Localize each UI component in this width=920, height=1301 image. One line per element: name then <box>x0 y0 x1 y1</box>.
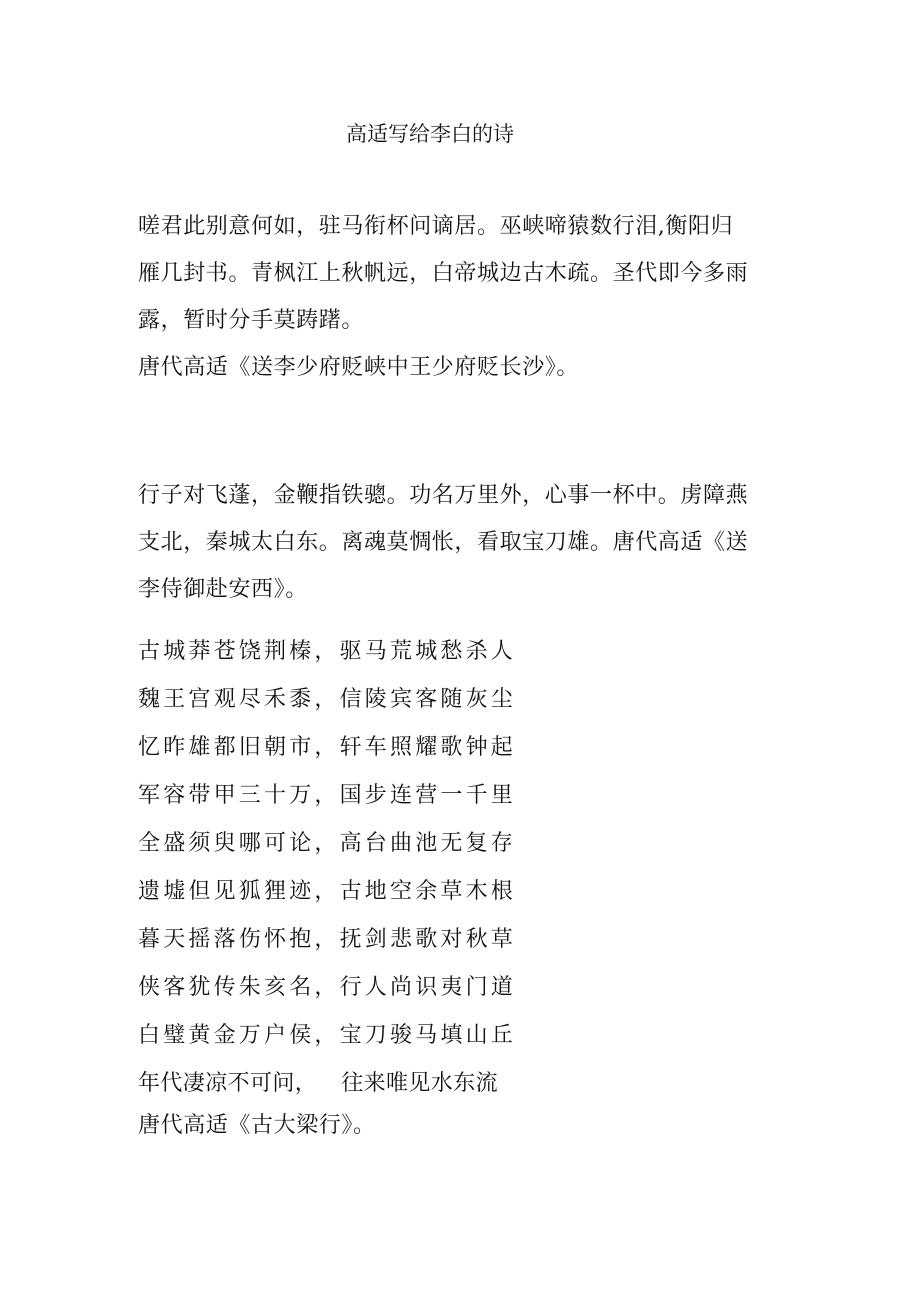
verse-first-half: 古城莽苍饶荆榛， <box>138 639 340 664</box>
poem-verse <box>138 676 738 724</box>
poem-section-3 <box>138 628 738 1146</box>
verse-first-half: 军容带甲三十万， <box>138 783 340 808</box>
verse-second-half: 古地空余草木根 <box>339 879 517 904</box>
poem-verse <box>138 868 738 916</box>
poem-verse <box>138 1060 738 1106</box>
text-line: 露，暂时分手莫踌躇。 <box>138 308 365 333</box>
verse-second-half: 行人尚识夷门道 <box>339 975 517 1000</box>
poem-source: 唐代高适《古大梁行》。 <box>138 1113 376 1138</box>
verse-first-half: 遗墟但见狐狸迹， <box>138 879 340 904</box>
text-line: 支北，秦城太白东。离魂莫惆怅，看取宝刀雄。唐代高适《送 <box>138 530 749 555</box>
verse-second-half: 信陵宾客随灰尘 <box>339 687 517 712</box>
verse-second-half: 高台曲池无复存 <box>339 831 517 856</box>
poem-verse <box>138 916 738 964</box>
document-title: 高适写给李白的诗 <box>346 122 514 146</box>
verse-second-half: 轩车照耀歌钟起 <box>339 735 517 760</box>
verse-first-half: 魏王宫观尽禾黍， <box>138 687 340 712</box>
verse-first-half: 全盛须臾哪可论， <box>138 831 340 856</box>
poem-source: 唐代高适《送李少府贬峡中王少府贬长沙》。 <box>138 355 580 380</box>
poem-section-2 <box>138 472 749 613</box>
poem-verse <box>138 1012 738 1060</box>
verse-second-half: 驱马荒城愁杀人 <box>339 639 517 664</box>
text-line: 李侍御赴安西》。 <box>138 577 308 602</box>
poem-verse <box>138 772 738 820</box>
verse-second-half: 抚剑悲歌对秋草 <box>339 927 517 952</box>
verse-second-half: 宝刀骏马填山丘 <box>339 1023 517 1048</box>
text-line: 雁几封书。青枫江上秋帆远，白帝城边古木疏。圣代即今多雨 <box>138 261 749 286</box>
text-line: 行子对飞蓬，金鞭指铁骢。功名万里外，心事一杯中。虏障燕 <box>138 483 749 508</box>
verse-first-half: 暮天摇落伤怀抱， <box>138 927 340 952</box>
verse-second-half: 国步连营一千里 <box>339 783 517 808</box>
verse-first-half: 忆昨雄都旧朝市， <box>138 735 340 760</box>
verse-first-half: 白璧黄金万户侯， <box>138 1023 340 1048</box>
text-line: 嗟君此别意何如，驻马衔杯问谪居。巫峡啼猿数行泪,衡阳归 <box>138 214 734 239</box>
poem-section-1 <box>138 203 749 391</box>
verse-first-half: 年代凄凉不可问， <box>138 1071 318 1096</box>
verse-second-half: 往来唯见水东流 <box>341 1071 499 1096</box>
verse-first-half: 侠客犹传朱亥名， <box>138 975 340 1000</box>
poem-verse <box>138 724 738 772</box>
poem-verse <box>138 628 738 676</box>
poem-verse <box>138 820 738 868</box>
poem-verse <box>138 964 738 1012</box>
